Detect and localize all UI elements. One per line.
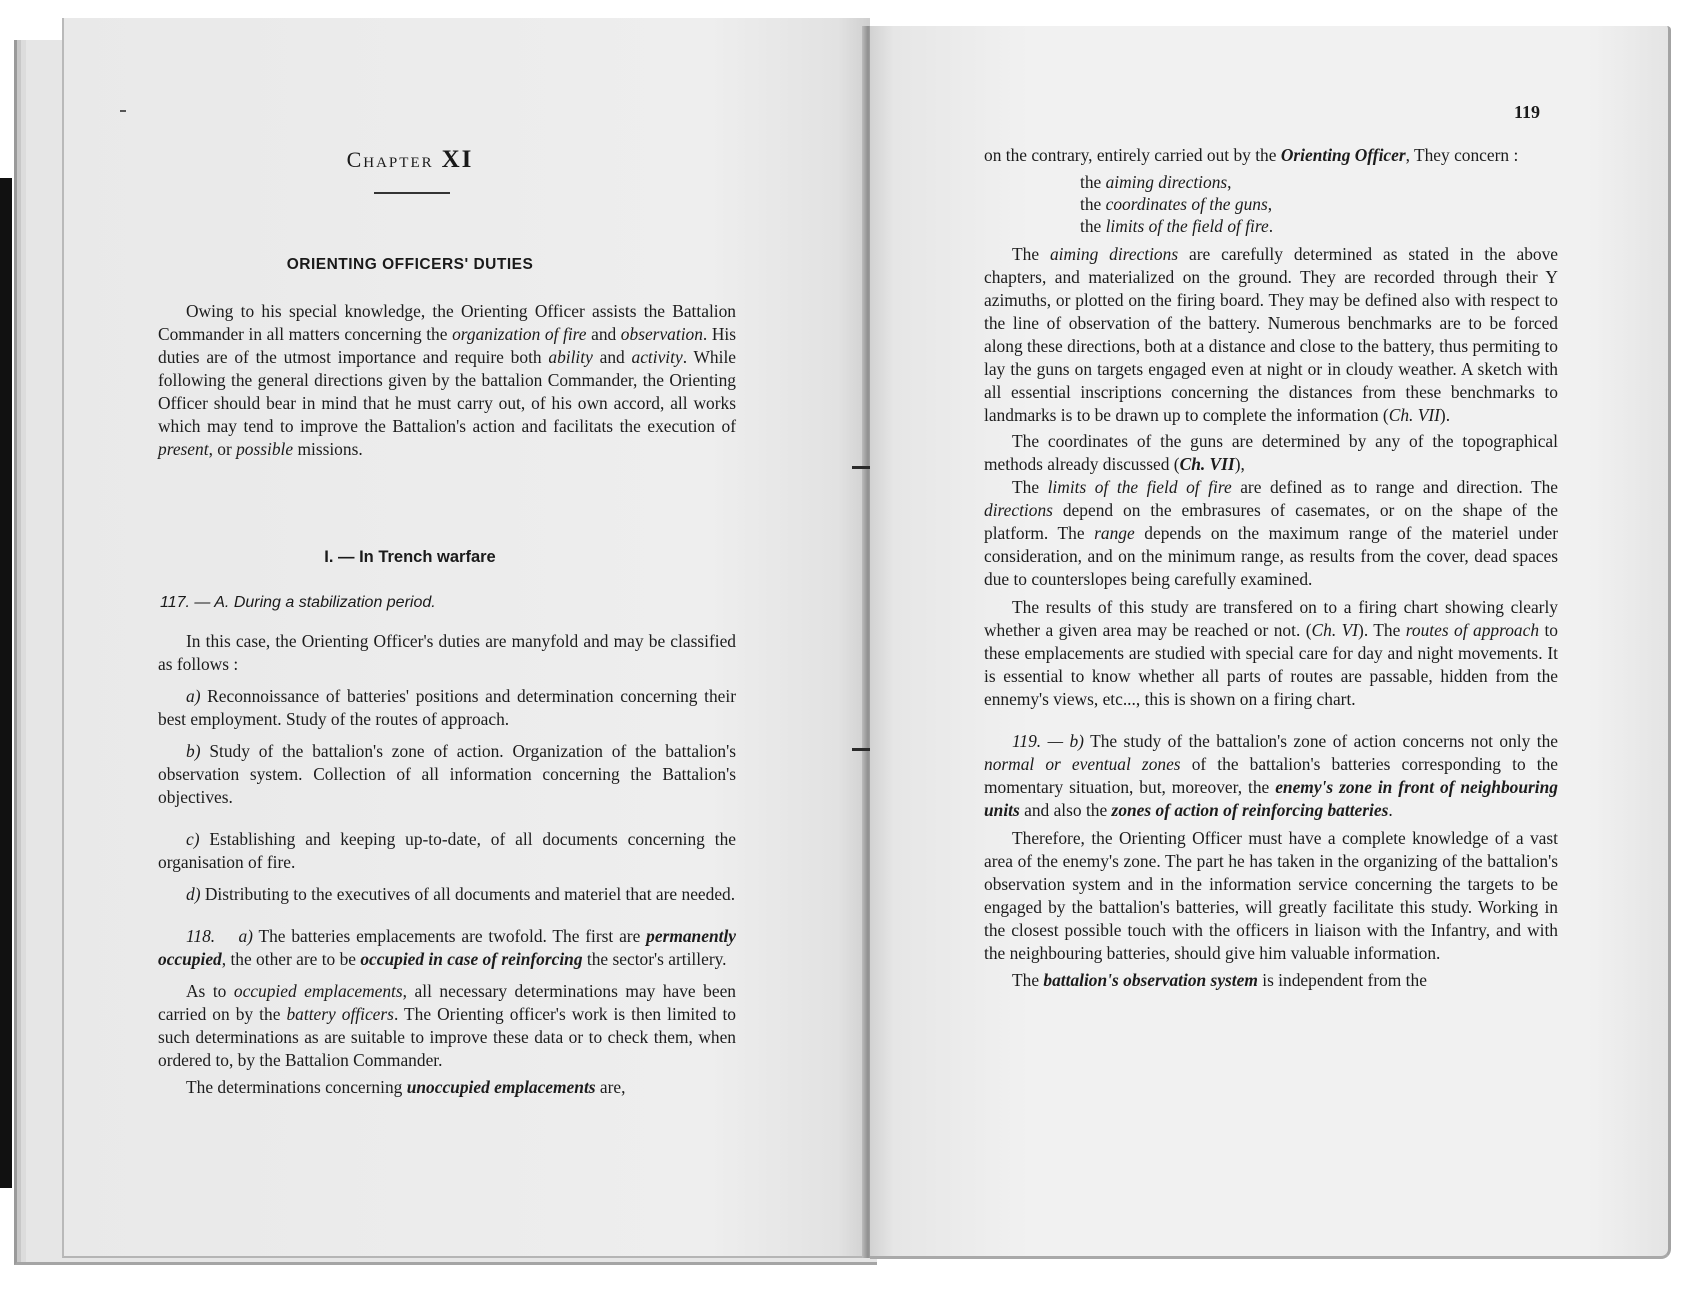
final-paragraph [984,969,1558,992]
intro-text-3: . His duties are of the utmost importance and require both [158,324,737,367]
chapter-word: Chapter [346,147,434,172]
occupied-paragraph [158,980,736,1072]
italic-run: battery officers [286,1004,394,1024]
italic-run: Orienting Officer [1280,145,1406,165]
italic-run: directions [984,500,1053,520]
concern-list [984,171,1558,237]
paragraph-number: 118. [186,926,216,946]
text-run: ). The [1358,620,1406,640]
chapter-rule [374,192,450,194]
list-item [158,883,736,906]
italic-run: zones of action of reinforcing batteries [1111,800,1389,820]
item-text: Study of the battalion's zone of action. Organization of the battalion's observation system. Collection of all information concerning the Battalion's objectives. [158,741,736,807]
item-label: a) [186,686,201,706]
intro-italic-3: ability [548,347,593,367]
text-run: . [1268,216,1274,236]
item-label: d) [186,884,201,904]
item-text: Establishing and keeping up-to-date, of all documents concerning the organisation of fire. [158,829,736,872]
italic-run: aiming directions [1105,172,1228,192]
contrary-paragraph [984,144,1558,167]
text-run: . [1388,800,1393,820]
text-run: are, [595,1077,626,1097]
text-run: on the contrary, entirely carried out by the [984,145,1281,165]
scanner-shadow [0,178,12,1188]
item-text: Reconnoissance of batteries' positions and determination concerning their best employment. Study of the routes of approach. [158,686,736,729]
intro-text-6: , or [208,439,237,459]
item-label: a) [238,926,253,946]
duties-list-block [158,630,736,1099]
text-run: The determinations concerning [186,1077,407,1097]
italic-run: routes of approach [1405,620,1540,640]
paragraph-119 [984,730,1558,822]
text-run: , the other are to be [221,949,361,969]
page-number: 119 [1514,102,1541,122]
section-heading: I. — In Trench warfare [324,548,496,566]
stray-ink-mark [120,110,126,112]
text-run: ), [1234,454,1245,474]
text-run: The [1012,244,1050,264]
coordinates-paragraph [984,430,1558,476]
intro-text-4: and [592,347,632,367]
aiming-paragraph [984,243,1558,427]
text-run: are carefully determined as stated in the above chapters, and materialized on the ground. They are recorded through their Y azimuths, or plotted on the firing board. They may be defined also with respect to the line of observation of the battery. Numerous benchmarks are to be forced along these directions, both at a distance and close to the battery, thus permiting to lay the guns on targets engaged even at night or in cloudy weather. A sketch with all essential inscriptions concerning the distances from these benchmarks to landmarks is to be drawn up to complete the information ( [984,244,1558,425]
intro-italic-5: present [158,439,209,459]
intro-text-7: missions. [293,439,363,459]
text-run: are defined as to range and direction. The [1231,477,1559,497]
list-item [158,740,736,809]
list-item [158,685,736,731]
chapter-title [310,146,510,174]
subheading-117: 117. — A. During a stabilization period. [160,594,436,611]
text-run: The coordinates of the guns are determined by any of the topographical methods already discussed ( [984,431,1558,474]
text-run: , all necessary determinations may have been carried on by the [158,981,736,1024]
text-run: the [1080,172,1106,192]
italic-run: range [1094,523,1135,543]
text-run: the [1080,194,1106,214]
intro-italic-2: observation [620,324,703,344]
text-run: The results of this study are transfered on to a firing chart showing clearly whether a given area may be reached or not. ( [984,597,1558,640]
page-title: ORIENTING OFFICERS' DUTIES [286,256,534,273]
item-text: Distributing to the executives of all documents and materiel that are needed. [200,884,736,904]
list-item [1080,215,1558,237]
paragraph-118 [158,925,736,971]
text-run: depends on the maximum range of the materiel under consideration, and on the minimum range, as results from the cover, dead spaces due to counterslopes being carefully examined. [984,523,1558,589]
text-run: , They concern : [1405,145,1519,165]
unoccupied-paragraph [158,1076,736,1099]
italic-run: Ch. VII [1179,454,1235,474]
text-run: The batteries emplacements are twofold. The first are [252,926,647,946]
text-run: . The Orienting officer's work is then limited to such determinations as are suitable to improve these data or to check them, when ordered to, by the Battalion Commander. [158,1004,736,1070]
text-run: of the battalion's batteries corresponding to the momentary situation, but, moreover, the [984,754,1558,797]
chapter-number: XI [441,146,474,173]
intro-italic-4: activity [631,347,683,367]
text-run: to these emplacements are studied with special care for day and night movements. It is essential to know whether all parts of routes are passable, hidden from the ennemy's views, etc..., this is shown on a firing chart. [984,620,1558,709]
list-item [1080,171,1558,193]
italic-run: occupied in case of reinforcing [360,949,583,969]
italic-run: occupied emplacements [233,981,403,1001]
text-run: is independent from the [1257,970,1427,990]
intro-text-5: . While following the general directions given by the battalion Commander, the Orienting Officer should bear in mind that he must carry out, of his own accord, all works which may tend to improve the Battalion's action and facilitats the execution of [158,347,736,436]
text-run: the sector's artillery. [582,949,727,969]
italic-run: Ch. VI [1311,620,1359,640]
right-page-text [984,144,1558,992]
text-run: The study of the battalion's zone of action concerns not only the [1083,731,1558,751]
text-run: depend on the embrasures of casemates, or on the shape of the platform. The [984,500,1558,543]
italic-run: unoccupied emplacements [406,1077,596,1097]
item-label: — b) [1047,731,1084,751]
intro-text-1: Owing to his special knowledge, the Orienting Officer assists the Battalion Commander in all matters concerning the [158,301,736,344]
italic-run: coordinates of the guns [1105,194,1268,214]
list-item [158,828,736,874]
intro-italic-6: possible [236,439,294,459]
list-item [1080,193,1558,215]
italic-run: Ch. VII [1388,405,1440,425]
italic-run: limits of the field of fire [1105,216,1269,236]
text-run: and also the [1019,800,1112,820]
italic-run: normal or eventual zones [984,754,1181,774]
text-run: ). [1439,405,1451,425]
italic-run: aiming directions [1049,244,1179,264]
therefore-paragraph: Therefore, the Orienting Officer must have a complete knowledge of a vast area of the enemy's zone. The part he has taken in the organizing of the battalion's observation system and in the information service concerning the targets to be engaged by the battalion's batteries, will greatly facilitate this study. Working in the closest possible touch with the officers in liaison with the Infantry, and with the neighbouring batteries, should give him valuable information. [984,828,1558,963]
intro-italic-1: organization of fire [452,324,587,344]
text-run: The [1012,970,1044,990]
text-run: The [1012,477,1048,497]
paragraph-number: 119. [1012,731,1042,751]
italic-run: limits of the field of fire [1047,477,1232,497]
results-paragraph [984,596,1558,711]
item-label: c) [186,829,200,849]
intro-text-2: and [586,324,621,344]
item-label: b) [186,741,201,761]
text-run: , [1227,172,1232,192]
intro-paragraph [158,300,736,461]
italic-run: permanently occupied [158,926,737,969]
italic-run: battalion's observation system [1043,970,1258,990]
italic-run: enemy's zone in front of neighbouring units [984,777,1558,820]
text-run: , [1267,194,1273,214]
text-run: the [1080,216,1106,236]
limits-paragraph [984,476,1558,591]
text-run: As to [186,981,234,1001]
case-paragraph: In this case, the Orienting Officer's duties are manyfold and may be classified as follows : [158,631,736,674]
